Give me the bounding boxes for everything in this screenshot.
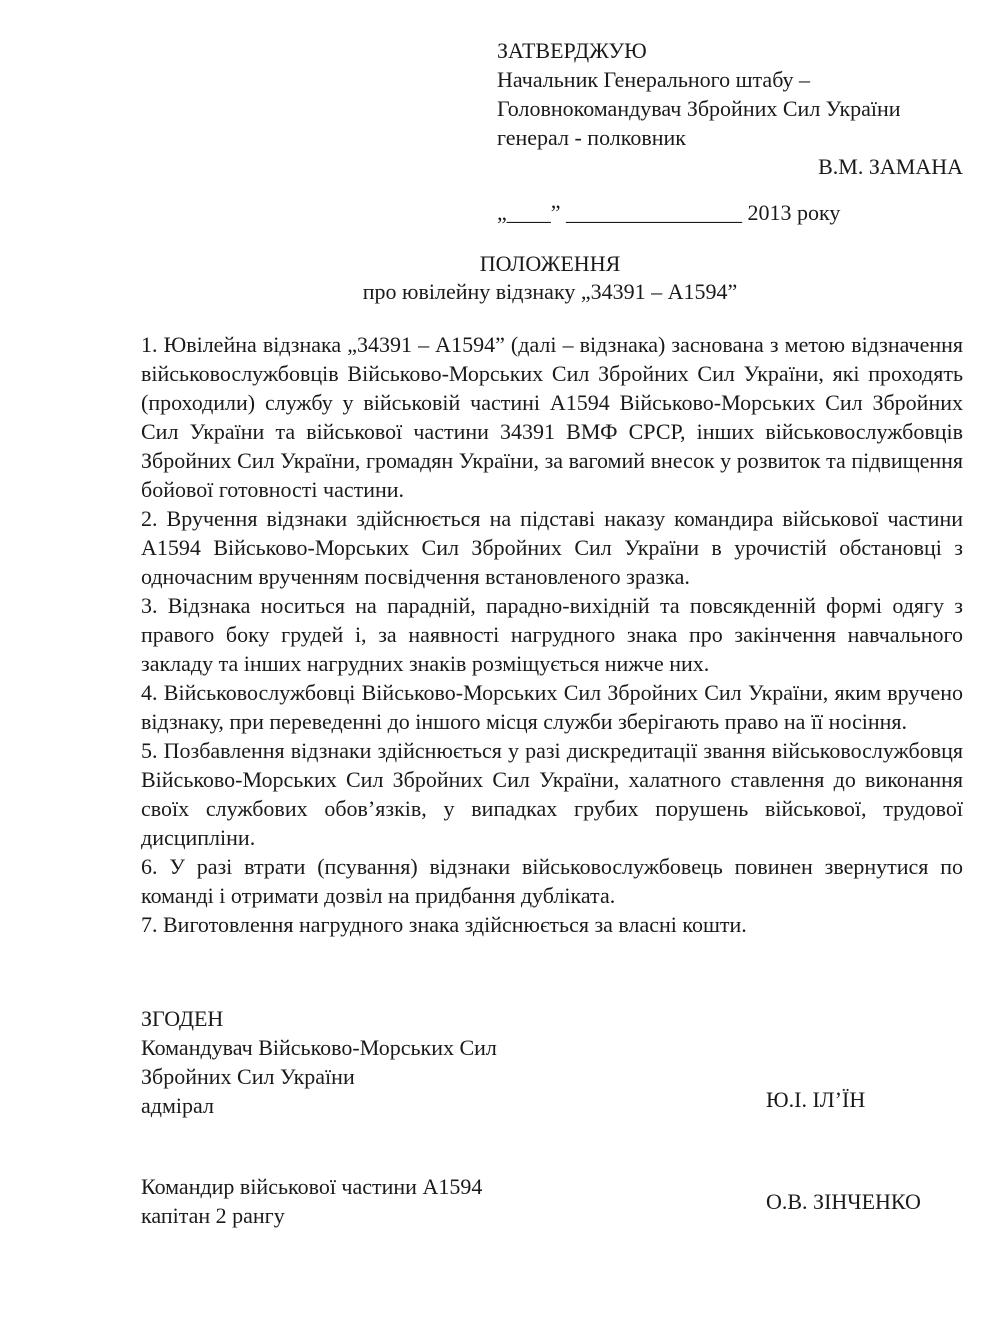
agreement-position-line-2: Збройних Сил України — [141, 1064, 355, 1089]
agreement-signatory-1: Ю.І. ІЛ’ЇН — [766, 1087, 866, 1112]
approval-heading: ЗАТВЕРДЖУЮ — [497, 38, 647, 63]
paragraph-1: 1. Ювілейна відзнака „34391 – А1594” (далі – відзнака) заснована з метою відзначення військовослужбовців Військово-Морських Сил Збройних Сил України, які проходять (проходили) службу у військовій частині А1594 Військово-Морських Сил Збройних Сил України та військової частини 34391 ВМФ СРСР, інших військовослужбовців Збройних Сил України, громадян України, за вагомий внесок у розвиток та підвищення бойової готовності частини. — [141, 332, 963, 502]
approval-signatory: В.М. ЗАМАНА — [818, 154, 963, 179]
paragraph-5: 5. Позбавлення відзнаки здійснюється у разі дискредитації звання військовослужбовця Військово-Морських Сил Збройних Сил України, халатного ставлення до виконання своїх службових обов’язків, у випадках грубих порушень військової, трудової дисципліни. — [141, 738, 963, 850]
agreement-position-line-1: Командувач Військово-Морських Сил — [141, 1035, 497, 1060]
agreement-rank-row — [141, 1087, 961, 1120]
document-body — [141, 330, 963, 939]
commander-position: Командир військової частини А1594 — [141, 1174, 483, 1199]
approval-date-line: „____” ________________ 2013 року — [497, 200, 841, 225]
approval-rank: генерал - полковник — [497, 125, 686, 150]
paragraph-4: 4. Військовослужбовці Військово-Морських Сил Збройних Сил України, яким вручено відзнаку, при переведенні до іншого місця служби зберігають право на її носіння. — [141, 680, 963, 734]
commander-rank-row — [141, 1189, 961, 1230]
spacer — [141, 1120, 961, 1172]
agreement-heading: ЗГОДЕН — [141, 1006, 224, 1031]
paragraph-7: 7. Виготовлення нагрудного знака здійснюється за власні кошти. — [141, 912, 747, 937]
paragraph-2: 2. Вручення відзнаки здійснюється на підставі наказу командира військової частини А1594 Військово-Морських Сил Збройних Сил України в урочистій обстановці з одночасним врученням посвідчення встановленого зразка. — [141, 506, 963, 589]
paragraph-3: 3. Відзнака носиться на парадній, парадно-вихідній та повсякденній формі одягу з правого боку грудей і, за наявності нагрудного знака про закінчення навчального закладу та інших нагрудних знаків розміщується нижче них. — [141, 593, 963, 676]
agreement-block — [141, 1004, 961, 1230]
commander-rank: капітан 2 рангу — [141, 1203, 285, 1228]
approval-block — [497, 36, 967, 181]
document-subtitle: про ювілейну відзнаку „34391 – А1594” — [362, 279, 738, 304]
document-title-block — [0, 250, 991, 306]
approval-position-line-2: Головнокомандувач Збройних Сил України — [497, 96, 901, 121]
agreement-signatory-2: О.В. ЗІНЧЕНКО — [766, 1189, 921, 1214]
paragraph-6: 6. У разі втрати (псування) відзнаки військовослужбовець повинен звернутися по команді і отримати дозвіл на придбання дубліката. — [141, 854, 963, 908]
document-title: ПОЛОЖЕННЯ — [479, 251, 621, 276]
approval-position-line-1: Начальник Генерального штабу – — [497, 67, 811, 92]
agreement-rank: адмірал — [141, 1093, 214, 1118]
